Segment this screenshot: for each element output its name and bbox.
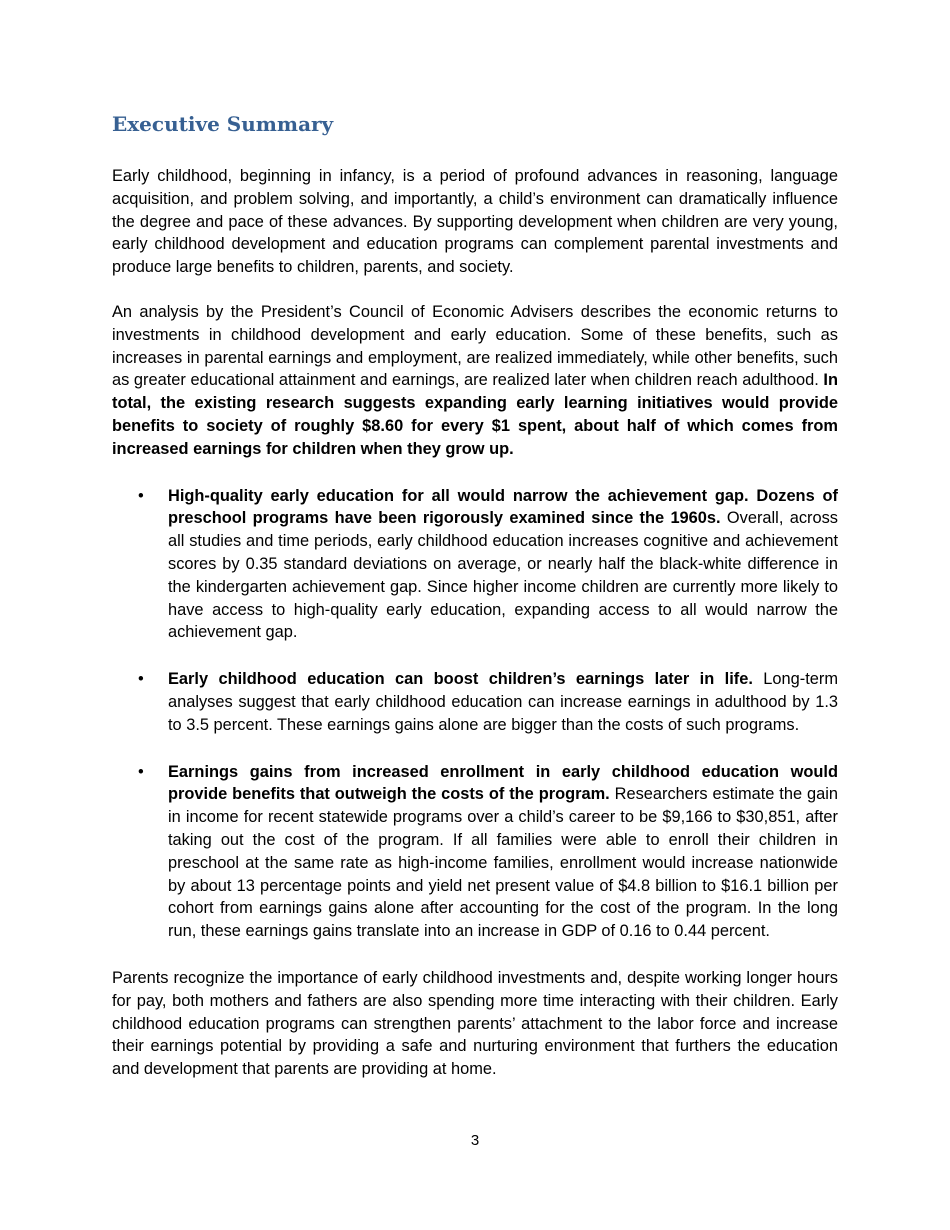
parents-paragraph: Parents recognize the importance of early childhood investments and, despite working longer hours for pay, both mothers and fathers are also spending more time interacting with their children. Early childhood education programs can strengthen parents’ attachment to the labor force and increase their earnings potential by providing a safe and nurturing environment that furthers the education and development that parents are providing at home. xyxy=(112,968,838,1079)
bullet-icon: • xyxy=(138,670,144,689)
page-number: 3 xyxy=(470,1132,480,1149)
section-heading: Executive Summary xyxy=(112,112,334,136)
list-item xyxy=(112,761,838,943)
list-item-text: Researchers estimate the gain in income for recent statewide programs over a child’s career to be $9,166 to $30,851, after taking out the cost of the program. If all families were able to enroll their children in preschool at the same rate as high-income families, enrollment would increase nationwide by about 13 percentage points and yield net present value of $4.8 billion to $16.1 billion per cohort from earnings gains alone after accounting for the cost of the program. In the long run, these earnings gains translate into an increase in GDP of 0.16 to 0.44 percent. xyxy=(168,785,838,941)
findings-list xyxy=(112,485,838,943)
list-item-text: Long-term analyses suggest that early childhood education can increase earnings in adulthood by 1.3 to 3.5 percent. These earnings gains alone are bigger than the costs of such programs. xyxy=(168,670,838,734)
analysis-paragraph xyxy=(112,301,838,461)
document-page xyxy=(112,108,838,1103)
intro-paragraph: Early childhood, beginning in infancy, is a period of profound advances in reasoning, language acquisition, and problem solving, and importantly, a child’s environment can dramatically influence the degree and pace of these advances. By supporting development when children are very young, early childhood development and education programs can complement parental investments and produce large benefits to children, parents, and society. xyxy=(112,167,838,277)
list-item-bold: Early childhood education can boost children’s earnings later in life. xyxy=(168,670,753,689)
list-item xyxy=(112,668,838,736)
analysis-text: An analysis by the President’s Council of Economic Advisers describes the economic returns to investments in childhood development and early education. Some of these benefits, such as increases in parental earnings and employment, are realized immediately, while other benefits, such as greater educational attainment and earnings, are realized later when children reach adulthood. xyxy=(112,302,838,390)
bullet-icon: • xyxy=(138,486,144,505)
list-item xyxy=(112,485,838,645)
list-item-text: Overall, across all studies and time periods, early childhood education increases cognitive and achievement scores by 0.35 standard deviations on average, or nearly half the black-white difference in the kindergarten achievement gap. Since higher income children are currently more likely to have access to high-quality early education, expanding access to all would narrow the achievement gap. xyxy=(168,509,838,642)
analysis-bold-text: In total, the existing research suggests expanding early learning initiatives would provide benefits to society of roughly $8.60 for every $1 spent, about half of which comes from increased earnings for children when they grow up. xyxy=(112,371,838,458)
list-item-bold: High-quality early education for all would narrow the achievement gap. Dozens of preschool programs have been rigorously examined since the 1960s. xyxy=(168,486,838,528)
list-item-bold: Earnings gains from increased enrollment in early childhood education would provide benefits that outweigh the costs of the program. xyxy=(168,762,838,804)
bullet-icon: • xyxy=(138,762,144,781)
